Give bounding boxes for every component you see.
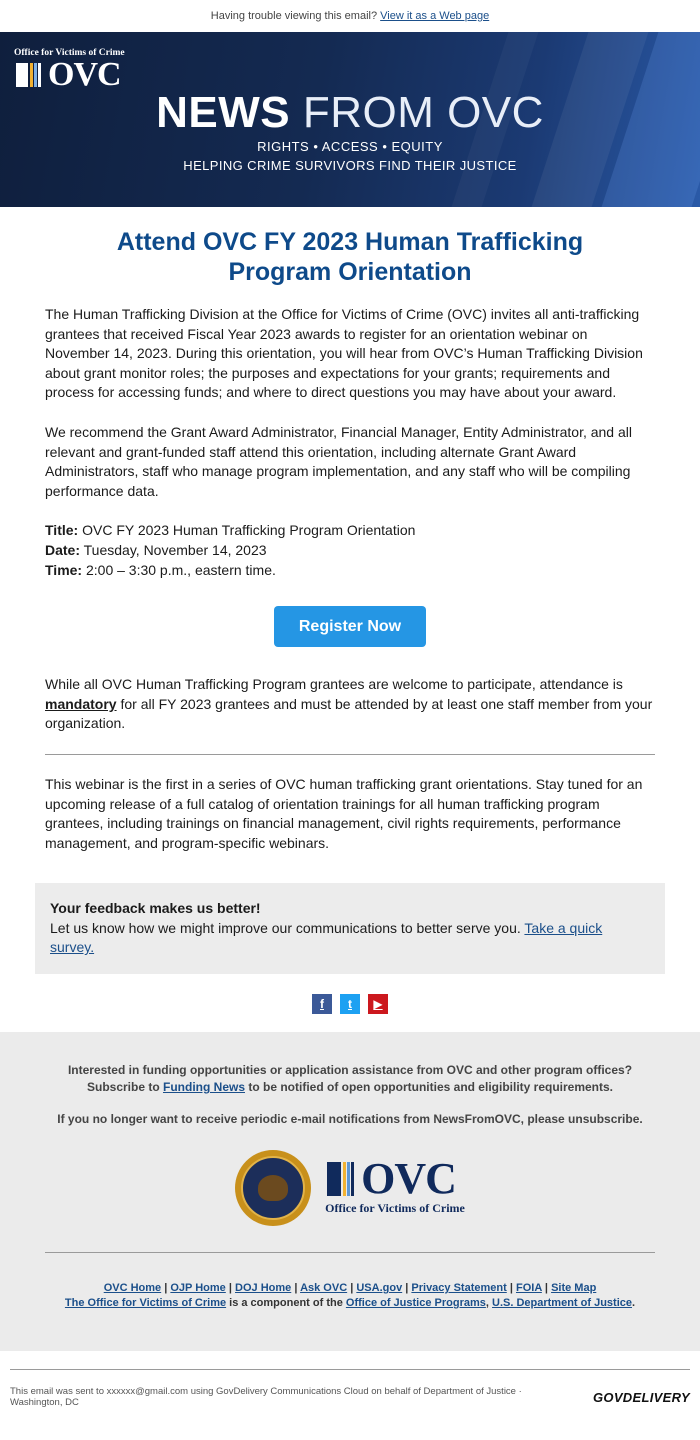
series-paragraph: This webinar is the first in a series of OVC human trafficking grant orientations. Stay tuned for an upcoming release of a full catalog of orientation trainings for all human trafficking program grantees, including trainings on financial management, civil rights requirements, performance management, and program-specific webinars. [45,775,643,851]
register-now-button[interactable]: Register Now [274,606,426,647]
newsletter-title [0,88,700,138]
site-map-link[interactable]: Site Map [551,1282,597,1295]
social-links [0,994,700,1014]
feedback-box [35,883,665,974]
logo-wordmark: OVC [48,56,121,93]
article-title: Attend OVC FY 2023 Human Trafficking Program Orientation [116,228,584,286]
govdelivery-logo[interactable]: GOVDELIVERY [593,1389,690,1405]
top-notice [0,0,700,32]
ovc-home-link[interactable]: OVC Home [103,1282,162,1295]
doj-home-link[interactable]: DOJ Home [235,1282,292,1295]
intro-paragraph: The Human Trafficking Division at the Office for Victims of Crime (OVC) invites all anti-trafficking grantees that received Fiscal Year 2023 awards to register for an orientation webinar on November 14, 2023. During this orientation, you will hear from OVC’s Human Trafficking Division about grant monitor roles; the purposes and expectations for your grants; requirements and process for accessing funds; and where to direct questions you may have about your award. [45,306,643,401]
top-notice-text: Having trouble viewing this email? [210,10,378,22]
footer-links: OVC Home | OJP Home | DOJ Home | Ask OVC | USA.gov | Privacy Statement | FOIA | Site Map The Office for Victims of Crime is a component of the Office of Justice Programs, U.S. Department of Justice. [64,1282,636,1310]
survey-link[interactable]: Take a quick survey. [50,919,603,956]
delivery-footer [0,1351,700,1408]
funding-news-link[interactable]: Funding News [163,1080,245,1095]
recommend-paragraph: We recommend the Grant Award Administrator, Financial Manager, Entity Administrator, and all relevant and grant-funded staff attend this orientation, including alternate Grant Award Administrators, staff who manage program implementation, and any staff who will be compiling performance data. [45,423,632,499]
divider [45,754,655,755]
sent-to-text: This email was sent to xxxxxx@gmail.com using GovDelivery Communications Cloud on behalf of Department of Justice · Washington, DC [10,1386,522,1409]
funding-info: Interested in funding opportunities or application assistance from OVC and other program offices? Subscribe to Funding News to be notified of open opportunities and eligibility requirements. [67,1063,633,1095]
footer [0,1032,700,1351]
foia-link[interactable]: FOIA [515,1282,542,1295]
event-details [45,521,655,580]
doj-component-link[interactable]: U.S. Department of Justice [492,1297,632,1310]
view-web-page-link[interactable]: View it as a Web page [380,10,490,22]
usa-gov-link[interactable]: USA.gov [356,1282,403,1295]
header-banner [0,32,700,207]
headline-bold: NEWS [156,88,291,137]
event-title-row: Title: OVC FY 2023 Human Trafficking Program Orientation [45,522,416,539]
footer-logos [45,1150,655,1226]
headline-light: FROM OVC [302,88,544,137]
ovc-logo[interactable] [14,48,125,93]
tagline-mission: HELPING CRIME SURVIVORS FIND THEIR JUSTICE [183,158,517,173]
divider [45,1252,655,1253]
privacy-statement-link[interactable]: Privacy Statement [411,1282,507,1295]
youtube-icon[interactable]: ▶ [368,994,388,1014]
tagline-values: RIGHTS • ACCESS • EQUITY [257,139,443,154]
facebook-icon[interactable]: f [312,994,332,1014]
divider [10,1369,690,1370]
logo-subtitle: Office for Victims of Crime [14,48,125,58]
ojp-component-link[interactable]: Office of Justice Programs [345,1297,486,1310]
ask-ovc-link[interactable]: Ask OVC [300,1282,348,1295]
ovc-component-link[interactable]: The Office for Victims of Crime [64,1297,227,1310]
twitter-icon[interactable]: t [340,994,360,1014]
ojp-home-link[interactable]: OJP Home [170,1282,226,1295]
door-icon [14,61,44,89]
attendance-paragraph: While all OVC Human Trafficking Program grantees are welcome to participate, attendance is mandatory for all FY 2023 grantees and must be attended by at least one staff member from your organization. [45,676,653,732]
ovc-footer-logo [325,1154,465,1217]
footer-logo-subtitle: Office for Victims of Crime [325,1201,465,1216]
feedback-text: Let us know how we might improve our communications to better serve you. [50,919,525,936]
event-date-row: Date: Tuesday, November 14, 2023 [45,541,267,558]
feedback-heading: Your feedback makes us better! [50,900,261,917]
doj-seal-icon [235,1150,311,1226]
article-content [0,227,700,853]
mandatory-link[interactable]: mandatory [45,695,117,712]
unsubscribe-text: If you no longer want to receive periodic e-mail notifications from NewsFromOVC, please unsubscribe. [57,1112,643,1127]
footer-logo-wordmark: OVC [361,1154,456,1204]
event-time-row: Time: 2:00 – 3:30 p.m., eastern time. [45,561,276,578]
door-icon [325,1160,357,1198]
